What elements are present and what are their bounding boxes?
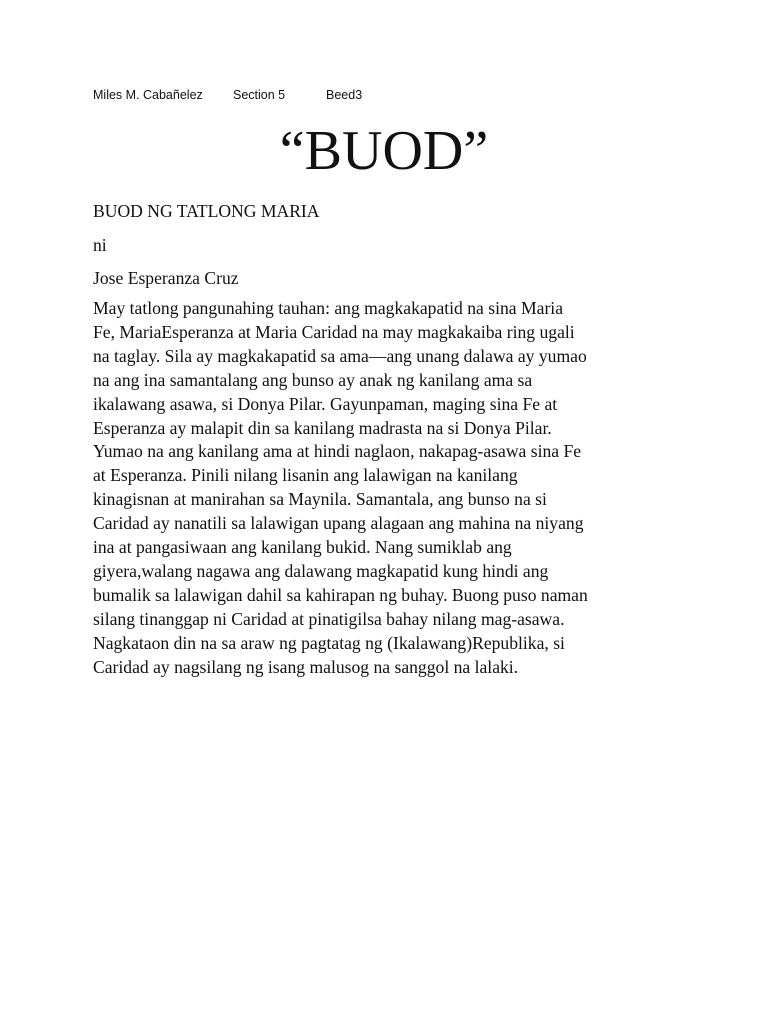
story-author: Jose Esperanza Cruz: [93, 268, 239, 288]
summary-paragraph: May tatlong pangunahing tauhan: ang magkakapatid na sina Maria Fe, MariaEsperanza at Maria Caridad na may magkakaiba ring ugali na taglay. Sila ay magkakapatid sa ama—ang unang dalawa ay yumao na ang ina samantalang ang bunso ay anak ng kanilang ama sa ikalawang asawa, si Donya Pilar. Gayunpaman, maging sina Fe at Esperanza ay malapit din sa kanilang madrasta na si Donya Pilar. Yumao na ang kanilang ama at hindi naglaon, nakapag-asawa sina Fe at Esperanza. Pinili nilang lisanin ang lalawigan na kanilang kinagisnan at manirahan sa Maynila. Samantala, ang bunso na si Caridad ay nanatili sa lalawigan upang alagaan ang mahina na niyang ina at pangasiwaan ang kanilang bukid. Nang sumiklab ang giyera,walang nagawa ang dalawang magkapatid kung hindi ang bumalik sa lalawigan dahil sa kahirapan ng buhay. Buong puso naman silang tinanggap ni Caridad at pinatigilsa bahay nilang mag-asawa. Nagkataon din na sa araw ng pagtatag ng (Ikalawang)Republika, si Caridad ay nagsilang ng isang malusog na sanggol na lalaki.: [93, 298, 588, 677]
section-label: Section 5: [233, 88, 286, 102]
author-name: Miles M. Cabañelez: [93, 88, 203, 102]
byline-ni: ni: [93, 235, 107, 255]
story-heading: BUOD NG TATLONG MARIA: [93, 201, 320, 221]
page-title: “BUOD”: [279, 120, 489, 182]
document-header: [93, 88, 362, 102]
course-label: Beed3: [326, 88, 363, 102]
